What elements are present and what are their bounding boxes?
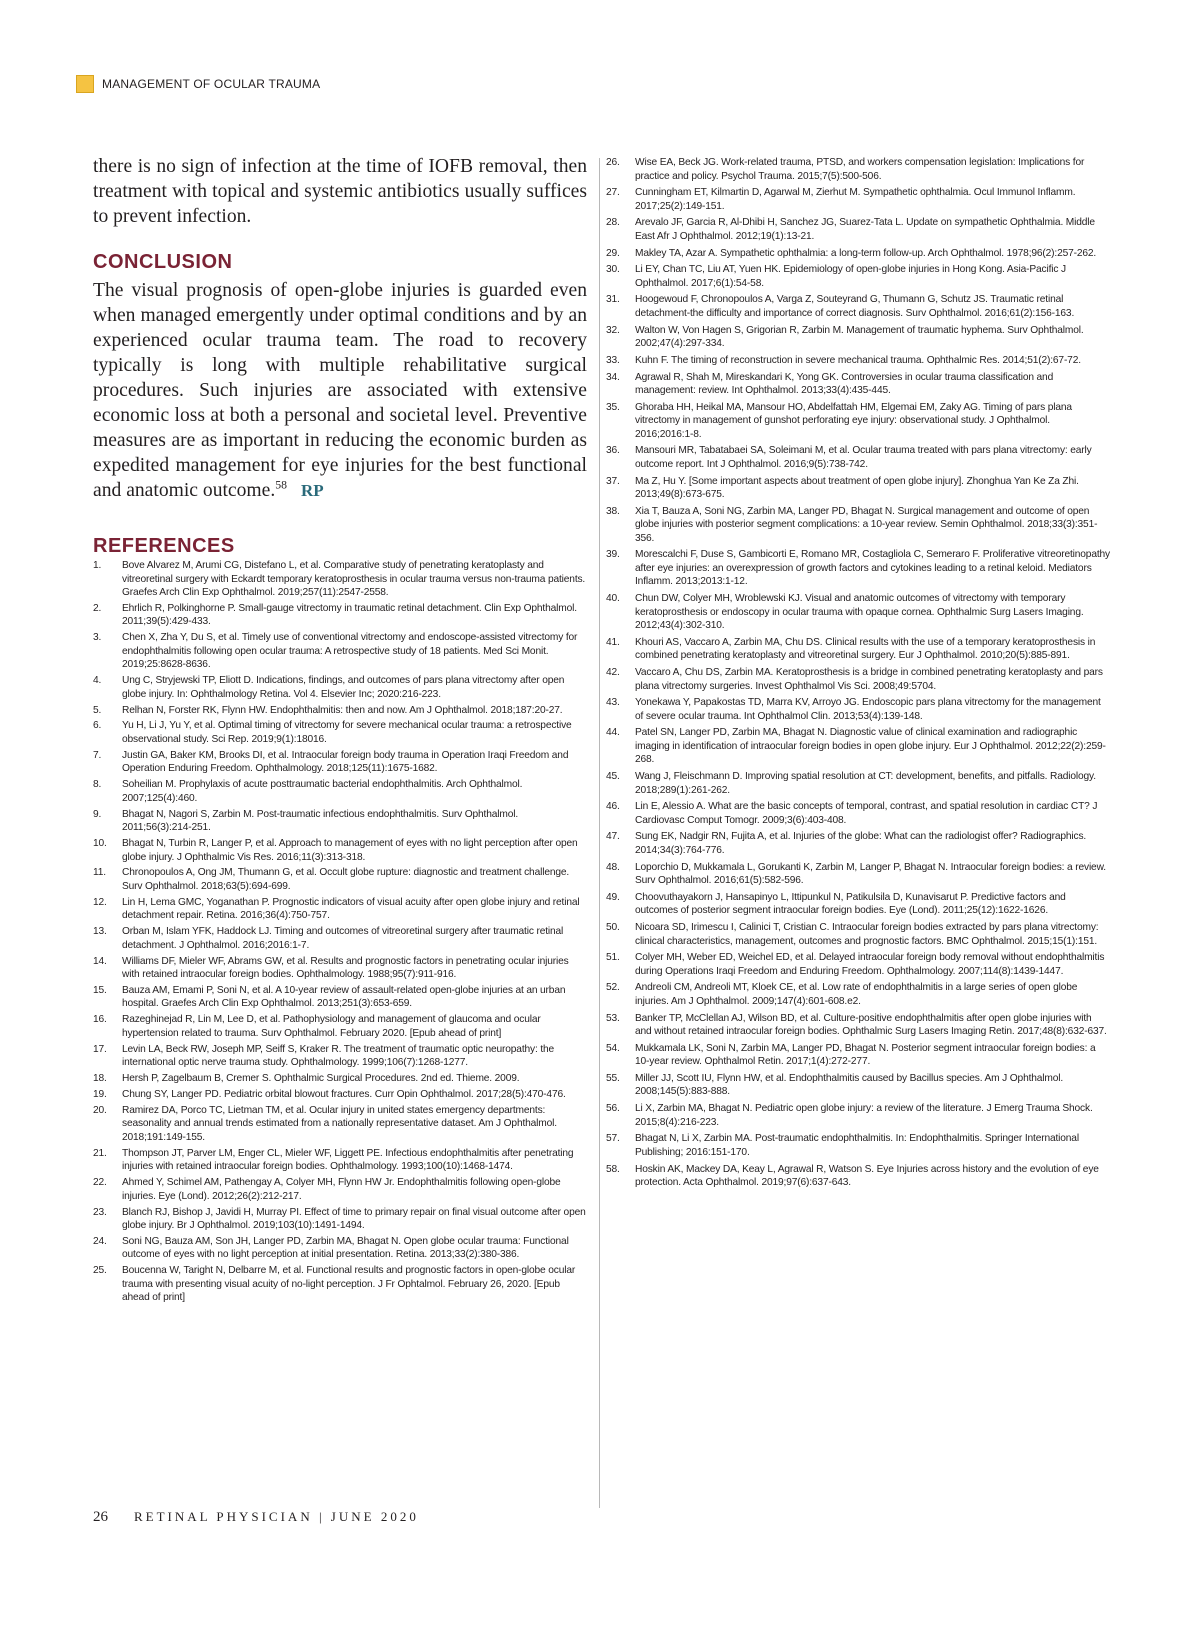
reference-item [606, 475, 1110, 502]
reference-item [93, 719, 587, 746]
page-footer [93, 1509, 419, 1526]
reference-number: 37. [606, 475, 620, 487]
publication-line: RETINAL PHYSICIAN | JUNE 2020 [134, 1509, 419, 1524]
reference-item [606, 1102, 1110, 1129]
reference-text: Wang J, Fleischmann D. Improving spatial resolution at CT: development, benefits, and pitfalls. Radiology. 2018;289(1):261-262. [635, 771, 1096, 796]
conclusion-text: The visual prognosis of open-globe injuries is guarded even when managed emergently under optimal conditions and by an experienced ocular trauma team. The road to recovery typically is long with multiple rehabilitative surgical procedures. Such injuries are associated with extensive economic loss at both a personal and societal level. Preventive measures are as important in reducing the economic burden as expedited management for eye injuries for the best functional and anatomic outcome. [93, 280, 587, 501]
reference-item [606, 592, 1110, 633]
reference-item [606, 186, 1110, 213]
reference-item [93, 1147, 587, 1174]
reference-number: 36. [606, 445, 620, 457]
reference-item [606, 156, 1110, 183]
reference-text: Yu H, Li J, Yu Y, et al. Optimal timing of vitrectomy for severe mechanical ocular trauma: a retrospective observational study. Sci Rep. 2019;9(1):18016. [122, 720, 572, 745]
reference-number: 32. [606, 324, 620, 336]
references-list-left [93, 559, 587, 1305]
reference-number: 47. [606, 831, 620, 843]
reference-item [93, 674, 587, 701]
reference-text: Chen X, Zha Y, Du S, et al. Timely use of conventional vitrectomy and endoscope-assisted vitrectomy for endophthalmitis following open ocular trauma: A retrospective study of 18 patients. Med Sci Monit. 2019;25:8628-8636. [122, 632, 578, 671]
reference-text: Bauza AM, Emami P, Soni N, et al. A 10-year review of assault-related open-globe injuries at an urban hospital. Graefes Arch Clin Exp Ophthalmol. 2013;251(3):653-659. [122, 984, 566, 1010]
reference-text: Lin E, Alessio A. What are the basic concepts of temporal, contrast, and spatial resolution in cardiac CT? J Cardiovasc Comput Tomogr. 2009;3(6):403-408. [635, 801, 1098, 826]
reference-item [606, 770, 1110, 797]
reference-number: 8. [93, 779, 102, 791]
reference-number: 41. [606, 636, 620, 648]
right-column [606, 156, 1110, 1193]
reference-number: 4. [93, 675, 102, 687]
reference-number: 21. [93, 1147, 107, 1159]
reference-number: 45. [606, 771, 620, 783]
reference-item [93, 808, 587, 835]
reference-item [606, 247, 1110, 261]
reference-text: Chung SY, Langer PD. Pediatric orbital blowout fractures. Curr Opin Ophthalmol. 2017;28(5):470-476. [122, 1089, 566, 1101]
reference-text: Justin GA, Baker KM, Brooks DI, et al. Intraocular foreign body trauma in Operation Iraqi Freedom and Operation Enduring Freedom. Ophthalmology. 2018;125(11):1675-1682. [122, 749, 569, 775]
reference-item [93, 631, 587, 672]
running-title: MANAGEMENT OF OCULAR TRAUMA [102, 77, 321, 91]
reference-text: Chronopoulos A, Ong JM, Thumann G, et al. Occult globe rupture: diagnostic and treatment challenge. Surv Ophthalmol. 2018;63(5):694-699. [122, 867, 570, 892]
reference-number: 34. [606, 371, 620, 383]
reference-text: Ramirez DA, Porco TC, Lietman TM, et al. Ocular injury in united states emergency departments: seasonality and annual trends estimated from a nationally representative dataset. Am J Ophthalmol. 2018;191:149-155. [122, 1104, 557, 1143]
reference-number: 11. [93, 867, 106, 879]
reference-number: 9. [93, 808, 102, 820]
reference-item [606, 263, 1110, 290]
reference-number: 24. [93, 1235, 107, 1247]
reference-number: 42. [606, 667, 620, 678]
reference-item [93, 1104, 587, 1145]
reference-item [93, 778, 587, 805]
reference-number: 58. [606, 1163, 620, 1175]
reference-number: 38. [606, 505, 620, 517]
reference-text: Makley TA, Azar A. Sympathetic ophthalmia: a long-term follow-up. Arch Ophthalmol. 1978;96(2):257-262. [635, 247, 1097, 259]
reference-item [93, 704, 587, 718]
reference-number: 17. [93, 1043, 107, 1055]
reference-item [606, 891, 1110, 918]
reference-number: 10. [93, 838, 107, 850]
reference-text: Ung C, Stryjewski TP, Eliott D. Indications, findings, and outcomes of pars plana vitrectomy after open globe injury. In: Ophthalmology Retina. Vol 4. Elsevier Inc; 2020:216-223. [122, 675, 565, 700]
reference-item [606, 371, 1110, 398]
reference-number: 31. [606, 294, 620, 306]
reference-text: Li X, Zarbin MA, Bhagat N. Pediatric open globe injury: a review of the literature. J Emerg Trauma Shock. 2015;8(4):216-223. [635, 1103, 1093, 1128]
reference-number: 15. [93, 984, 107, 996]
reference-number: 13. [93, 926, 107, 938]
reference-number: 5. [93, 704, 102, 716]
reference-number: 19. [93, 1089, 107, 1101]
reference-item [93, 602, 587, 629]
reference-number: 51. [606, 952, 620, 964]
reference-number: 3. [93, 632, 102, 644]
reference-text: Choovuthayakorn J, Hansapinyo L, Ittipunkul N, Patikulsila D, Kunavisarut P. Predictive factors and outcomes of posterior segment intraocular foreign bodies. Eye (Lond). 2011;25(12):1622-1626. [635, 891, 1066, 917]
reference-item [93, 749, 587, 776]
reference-number: 29. [606, 247, 620, 259]
reference-number: 55. [606, 1072, 620, 1084]
reference-text: Khouri AS, Vaccaro A, Zarbin MA, Chu DS. Clinical results with the use of a temporary keratoprosthesis in combined penetrating keratoplasty and vitreoretinal surgery. Eur J Ophthalmol. 2010;20(5):885-891. [635, 636, 1096, 662]
reference-text: Hoskin AK, Mackey DA, Keay L, Agrawal R, Watson S. Eye Injuries across history and the evolution of eye protection. Acta Ophthalmol. 2019;97(6):637-643. [635, 1163, 1099, 1188]
reference-item [606, 354, 1110, 368]
reference-text: Kuhn F. The timing of reconstruction in severe mechanical trauma. Ophthalmic Res. 2014;51(2):67-72. [635, 354, 1081, 366]
reference-text: Li EY, Chan TC, Liu AT, Yuen HK. Epidemiology of open-globe injuries in Hong Kong. Asia-Pacific J Ophthalmol. 2017;6(1):54-58. [635, 264, 1066, 289]
reference-number: 40. [606, 593, 620, 605]
reference-number: 30. [606, 264, 620, 276]
reference-text: Chun DW, Colyer MH, Wroblewski KJ. Visual and anatomic outcomes of vitrectomy with temporary keratoprosthesis or endoscopy in ocular trauma with opaque cornea. Ophthalmic Surg Lasers Imaging. 2012;43(4):302-310. [635, 593, 1084, 632]
reference-number: 20. [93, 1104, 107, 1116]
reference-item [606, 696, 1110, 723]
reference-number: 44. [606, 727, 620, 739]
reference-number: 28. [606, 217, 620, 229]
reference-item [606, 921, 1110, 948]
reference-text: Loporchio D, Mukkamala L, Gorukanti K, Zarbin M, Langer P, Bhagat N. Intraocular foreign bodies: a review. Surv Ophthalmol. 2016;61(5):582-596. [635, 861, 1106, 887]
reference-text: Soheilian M. Prophylaxis of acute posttraumatic bacterial endophthalmitis. Arch Ophthalmol. 2007;125(4):460. [122, 779, 523, 804]
reference-text: Miller JJ, Scott IU, Flynn HW, et al. Endophthalmitis caused by Bacillus species. Am J Ophthalmol. 2008;145(5):883-888. [635, 1072, 1064, 1098]
reference-text: Agrawal R, Shah M, Mireskandari K, Yong GK. Controversies in ocular trauma classification and management: review. Int Ophthalmol. 2013;33(4):435-445. [635, 371, 1054, 396]
reference-item [93, 1072, 587, 1086]
reference-number: 18. [93, 1073, 107, 1085]
reference-item [93, 1206, 587, 1233]
reference-text: Williams DF, Mieler WF, Abrams GW, et al. Results and prognostic factors in penetrating ocular injuries with retained intraocular foreign bodies. Ophthalmology. 1988;95(7):911-916. [122, 955, 569, 981]
reference-number: 27. [606, 187, 620, 199]
reference-item [606, 1163, 1110, 1190]
reference-number: 56. [606, 1103, 620, 1115]
reference-item [606, 505, 1110, 546]
reference-number: 16. [93, 1014, 107, 1026]
reference-number: 35. [606, 401, 620, 413]
reference-item [606, 324, 1110, 351]
conclusion-citation: 58 [275, 478, 288, 492]
reference-item [606, 726, 1110, 767]
reference-item [93, 559, 587, 600]
reference-item [93, 866, 587, 893]
reference-text: Soni NG, Bauza AM, Son JH, Langer PD, Zarbin MA, Bhagat N. Open globe ocular trauma: Functional outcome of eyes with no light perception at initial presentation. Retina. 2013;33(2):380-386. [122, 1235, 569, 1261]
reference-item [606, 636, 1110, 663]
rp-sign-off: RP [301, 481, 324, 500]
reference-text: Razeghinejad R, Lin M, Lee D, et al. Pathophysiology and management of glaucoma and ocular hypertension related to trauma. Surv Ophthalmol. February 2020. [Epub ahead of print] [122, 1014, 541, 1039]
reference-text: Andreoli CM, Andreoli MT, Kloek CE, et al. Low rate of endophthalmitis in a large series of open globe injuries. Am J Ophthalmol. 2009;147(4):601-608.e2. [635, 982, 1078, 1007]
reference-text: Bhagat N, Nagori S, Zarbin M. Post-traumatic infectious endophthalmitis. Surv Ophthalmol. 2011;56(3):214-251. [122, 808, 519, 834]
reference-item [93, 955, 587, 982]
reference-text: Ghoraba HH, Heikal MA, Mansour HO, Abdelfattah HM, Elgemai EM, Zaky AG. Timing of pars plana vitrectomy in management of gunshot perforating eye injury: observational study. J Ophthalmol. 2016;2016:1-8. [635, 401, 1072, 440]
reference-text: Cunningham ET, Kilmartin D, Agarwal M, Zierhut M. Sympathetic ophthalmia. Ocul Immunol Inflamm. 2017;25(2):149-151. [635, 187, 1076, 212]
conclusion-paragraph [93, 278, 587, 503]
reference-item [606, 1132, 1110, 1159]
reference-text: Ma Z, Hu Y. [Some important aspects about treatment of open globe injury]. Zhonghua Yan Ke Za Zhi. 2013;49(8):673-675. [635, 475, 1079, 501]
reference-text: Ahmed Y, Schimel AM, Pathengay A, Colyer MH, Flynn HW Jr. Endophthalmitis following open-globe injuries. Eye (Lond). 2012;26(2):212-217. [122, 1177, 561, 1202]
reference-text: Lin H, Lema GMC, Yoganathan P. Prognostic indicators of visual acuity after open globe injury and retinal detachment repair. Retina. 2016;36(4):750-757. [122, 896, 580, 922]
reference-item [606, 1012, 1110, 1039]
reference-item [606, 293, 1110, 320]
reference-text: Vaccaro A, Chu DS, Zarbin MA. Keratoprosthesis is a bridge in combined penetrating keratoplasty and pars plana vitrectomy surgeries. Invest Ophthalmol Vis Sci. 2008;49:5704. [635, 667, 1103, 692]
reference-number: 43. [606, 697, 620, 709]
references-heading: REFERENCES [93, 535, 235, 557]
reference-text: Patel SN, Langer PD, Zarbin MA, Bhagat N. Diagnostic value of clinical examination and radiographic imaging in identification of intraocular foreign bodies in open globe injury. Eur J Ophthalmol. 2012;22(2):259-268. [635, 727, 1106, 766]
reference-item [93, 1043, 587, 1070]
references-list-right [606, 156, 1110, 1190]
reference-number: 7. [93, 749, 102, 761]
reference-text: Mukkamala LK, Soni N, Zarbin MA, Langer PD, Bhagat N. Posterior segment intraocular foreign bodies: a 10-year review. Ophthalmol Retin. 2017;1(4):272-277. [635, 1042, 1096, 1068]
reference-item [93, 837, 587, 864]
reference-item [93, 1088, 587, 1102]
left-column [93, 154, 587, 1307]
reference-item [93, 1176, 587, 1203]
reference-item [606, 830, 1110, 857]
reference-text: Bhagat N, Turbin R, Langer P, et al. Approach to management of eyes with no light perception after open globe injury. J Ophthalmic Vis Res. 2016;11(3):313-318. [122, 838, 578, 863]
reference-item [606, 548, 1110, 589]
reference-text: Arevalo JF, Garcia R, Al-Dhibi H, Sanchez JG, Suarez-Tata L. Update on sympathetic Ophthalmia. Middle East Afr J Ophthalmol. 2012;19(1):13-21. [635, 217, 1095, 242]
reference-text: Bove Alvarez M, Arumi CG, Distefano L, et al. Comparative study of penetrating keratoplasty and vitreoretinal surgery with Eckardt temporary keratoprosthesis in ocular trauma versus non-trauma patients. Graefes Arch Clin Exp Ophthalmol. 2019;257(11):2547-2558. [122, 560, 586, 598]
reference-text: Nicoara SD, Irimescu I, Calinici T, Cristian C. Intraocular foreign bodies extracted by pars plana vitrectomy: clinical characteristics, management, outcomes and prognostic factors. BMC Ophthalmol. 2015;15(1):151. [635, 922, 1099, 947]
reference-text: Yonekawa Y, Papakostas TD, Marra KV, Arroyo JG. Endoscopic pars plana vitrectomy for the management of severe ocular trauma. Int Ophthalmol Clin. 2013;53(4):139-148. [635, 697, 1101, 722]
reference-text: Wise EA, Beck JG. Work-related trauma, PTSD, and workers compensation legislation: Implications for practice and policy. Psychol Trauma. 2015;7(5):500-506. [635, 157, 1085, 182]
reference-text: Levin LA, Beck RW, Joseph MP, Seiff S, Kraker R. The treatment of traumatic optic neuropathy: the international optic nerve trauma study. Ophthalmology. 1999;106(7):1268-1277. [122, 1043, 555, 1069]
reference-number: 25. [93, 1265, 107, 1277]
reference-item [606, 401, 1110, 442]
reference-item [606, 861, 1110, 888]
reference-text: Banker TP, McClellan AJ, Wilson BD, et al. Culture-positive endophthalmitis after open globe injuries with and without retained intraocular foreign bodies. Ophthalmic Surg Lasers Imaging Retin. 2017;48(8):632-637. [635, 1012, 1107, 1038]
reference-item [93, 1264, 587, 1305]
reference-text: Morescalchi F, Duse S, Gambicorti E, Romano MR, Costagliola C, Semeraro F. Proliferative vitreoretinopathy after eye injuries: an overexpression of growth factors and cytokines leading to a retinal keloid. Mediators Inflamm. 2013;2013:1-12. [635, 549, 1110, 588]
intro-paragraph: there is no sign of infection at the time of IOFB removal, then treatment with topical and systemic antibiotics usually suffices to prevent infection. [93, 156, 587, 227]
reference-number: 33. [606, 354, 620, 366]
reference-text: Boucenna W, Taright N, Delbarre M, et al. Functional results and prognostic factors in open-globe ocular trauma with presenting visual acuity of no-light perception. J Fr Ophtalmol. February 26, 2020. [Epub ahead of print] [122, 1265, 576, 1304]
reference-number: 57. [606, 1133, 620, 1145]
reference-item [606, 1042, 1110, 1069]
reference-text: Colyer MH, Weber ED, Weichel ED, et al. Delayed intraocular foreign body removal without endophthalmitis during Operations Iraqi Freedom and Enduring Freedom. Ophthalmology. 2007;114(8):1439-1447. [635, 952, 1105, 977]
reference-text: Thompson JT, Parver LM, Enger CL, Mieler WF, Liggett PE. Infectious endophthalmitis after penetrating injuries with retained intraocular foreign bodies. Ophthalmology. 1993;100(10):1468-1474. [122, 1147, 574, 1173]
reference-number: 1. [93, 560, 102, 571]
reference-text: Hoogewoud F, Chronopoulos A, Varga Z, Souteyrand G, Thumann G, Schutz JS. Traumatic retinal detachment-the difficulty and importance of correct diagnosis. Surv Ophthalmol. 2016;61(2):156-163. [635, 294, 1075, 319]
reference-item [606, 1072, 1110, 1099]
reference-text: Mansouri MR, Tabatabaei SA, Soleimani M, et al. Ocular trauma treated with pars plana vitrectomy: early outcome report. Int J Ophthalmol. 2016;9(5):738-742. [635, 445, 1092, 470]
reference-text: Blanch RJ, Bishop J, Javidi H, Murray PI. Effect of time to primary repair on final visual outcome after open globe injury. Br J Ophthalmol. 2019;103(10):1491-1494. [122, 1206, 586, 1232]
reference-text: Ehrlich R, Polkinghorne P. Small-gauge vitrectomy in traumatic retinal detachment. Clin Exp Ophthalmol. 2011;39(5):429-433. [122, 602, 577, 628]
reference-number: 12. [93, 896, 107, 908]
reference-number: 26. [606, 157, 620, 168]
column-divider [599, 158, 600, 1508]
reference-number: 39. [606, 549, 620, 561]
conclusion-heading: CONCLUSION [93, 251, 233, 273]
reference-text: Relhan N, Forster RK, Flynn HW. Endophthalmitis: then and now. Am J Ophthalmol. 2018;187:20-27. [122, 704, 563, 716]
reference-text: Hersh P, Zagelbaum B, Cremer S. Ophthalmic Surgical Procedures. 2nd ed. Thieme. 2009. [122, 1073, 520, 1085]
reference-item [93, 896, 587, 923]
reference-item [93, 984, 587, 1011]
reference-item [606, 444, 1110, 471]
reference-text: Orban M, Islam YFK, Haddock LJ. Timing and outcomes of vitreoretinal surgery after traumatic retinal detachment. J Ophthalmol. 2016;2016:1-7. [122, 926, 564, 951]
running-header [76, 74, 320, 94]
section-marker-square [76, 75, 94, 93]
reference-number: 48. [606, 861, 620, 873]
reference-text: Bhagat N, Li X, Zarbin MA. Post-traumatic endophthalmitis. In: Endophthalmitis. Springer International Publishing; 2016:151-170. [635, 1133, 1079, 1158]
reference-item [93, 1013, 587, 1040]
reference-item [606, 800, 1110, 827]
reference-number: 14. [93, 955, 107, 967]
reference-item [606, 951, 1110, 978]
reference-item [606, 666, 1110, 693]
reference-number: 52. [606, 982, 620, 994]
reference-text: Walton W, Von Hagen S, Grigorian R, Zarbin M. Management of traumatic hyphema. Surv Ophthalmol. 2002;47(4):297-334. [635, 324, 1084, 350]
reference-number: 2. [93, 602, 102, 614]
reference-number: 49. [606, 891, 620, 903]
reference-number: 6. [93, 720, 102, 732]
reference-number: 23. [93, 1206, 107, 1218]
reference-text: Xia T, Bauza A, Soni NG, Zarbin MA, Langer PD, Bhagat N. Surgical management and outcome of open globe injuries with posterior segment complications: a 10-year review. Semin Ophthalmol. 2018;33(3):351-356. [635, 505, 1098, 544]
reference-item [606, 981, 1110, 1008]
reference-number: 53. [606, 1012, 620, 1024]
page-number: 26 [93, 1509, 108, 1525]
reference-number: 54. [606, 1042, 620, 1054]
reference-number: 22. [93, 1177, 107, 1189]
reference-text: Sung EK, Nadgir RN, Fujita A, et al. Injuries of the globe: What can the radiologist offer? Radiographics. 2014;34(3):764-776. [635, 831, 1087, 856]
reference-number: 50. [606, 922, 620, 933]
reference-number: 46. [606, 801, 620, 813]
reference-item [93, 925, 587, 952]
reference-item [606, 216, 1110, 243]
reference-item [93, 1235, 587, 1262]
